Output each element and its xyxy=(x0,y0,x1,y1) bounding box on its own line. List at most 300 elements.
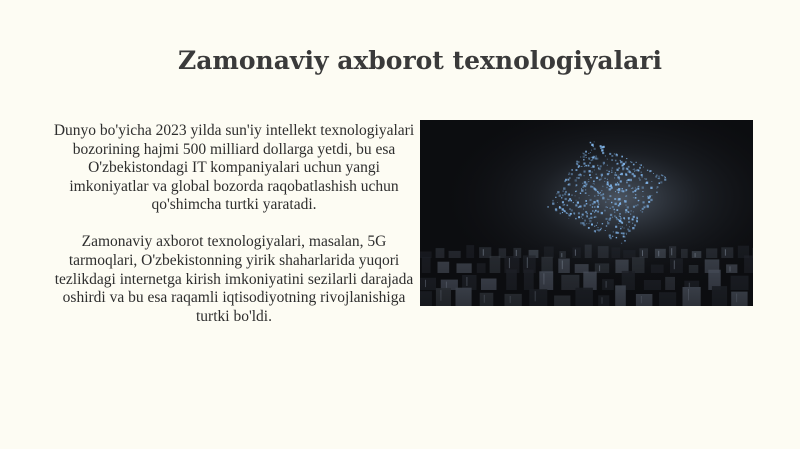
cube-particle xyxy=(584,175,585,176)
cube-particle xyxy=(633,211,634,212)
cube-particle xyxy=(606,206,608,208)
cube-particle xyxy=(605,202,606,203)
cube-particle xyxy=(627,168,628,169)
cube-particle xyxy=(600,165,602,167)
cube-particle xyxy=(559,206,560,207)
cube-particle xyxy=(562,201,564,203)
cube-particle xyxy=(592,159,594,161)
cube-particle xyxy=(569,208,571,210)
cube-particle xyxy=(611,170,612,171)
cube-particle xyxy=(561,197,562,198)
cube-particle xyxy=(623,236,625,238)
cube-particle xyxy=(597,211,599,213)
cube-particle xyxy=(607,179,608,180)
cube-particle xyxy=(626,234,627,235)
cube-particle xyxy=(646,182,648,184)
cube-particle xyxy=(639,179,641,181)
cube-particle xyxy=(575,218,576,219)
cube-particle xyxy=(638,200,639,201)
cube-particle xyxy=(596,174,597,175)
cube-particle xyxy=(603,196,604,197)
cube-particle xyxy=(635,205,637,207)
cube-particle xyxy=(636,218,638,220)
cube-particle xyxy=(626,225,627,226)
cube-particle xyxy=(590,199,592,201)
cube-particle xyxy=(597,202,599,204)
cube-particle xyxy=(628,166,630,168)
cube-particle xyxy=(583,185,585,187)
cube-particle xyxy=(606,187,607,188)
cube-particle xyxy=(601,176,602,177)
cube-particle xyxy=(597,206,599,208)
cube-particle xyxy=(582,218,583,219)
cube-particle xyxy=(665,177,666,178)
cube-particle xyxy=(642,196,643,197)
cube-particle xyxy=(620,218,622,220)
cube-particle xyxy=(576,200,577,201)
cube-particle xyxy=(584,220,586,222)
cube-particle xyxy=(626,205,627,206)
cube-particle xyxy=(603,162,605,164)
cube-particle xyxy=(594,184,595,185)
cube-particle xyxy=(650,199,652,201)
cube-particle xyxy=(620,180,622,182)
cube-particle xyxy=(561,208,562,209)
cube-particle xyxy=(595,231,596,232)
cube-particle xyxy=(614,209,616,211)
cube-particle xyxy=(626,189,628,191)
cube-particle xyxy=(603,164,604,165)
cube-particle xyxy=(563,205,564,206)
cube-particle xyxy=(661,174,663,176)
cube-particle xyxy=(585,189,586,190)
cube-particle xyxy=(609,171,610,172)
cube-particle xyxy=(602,223,603,224)
cube-particle xyxy=(628,221,630,223)
cube-particle xyxy=(645,178,646,179)
cube-particle xyxy=(634,171,635,172)
cube-particle xyxy=(610,214,612,216)
cube-particle xyxy=(604,181,605,182)
text-content xyxy=(52,122,416,326)
cube-particle xyxy=(576,169,578,171)
cube-particle xyxy=(621,232,623,234)
cube-particle xyxy=(588,165,590,167)
cube-particle xyxy=(618,223,619,224)
cube-particle xyxy=(628,171,630,173)
cube-particle xyxy=(633,175,635,177)
cube-particle xyxy=(625,174,627,176)
cube-particle xyxy=(594,217,595,218)
cube-particle xyxy=(609,219,611,221)
cube-particle xyxy=(594,170,595,171)
cube-particle xyxy=(597,229,598,230)
cube-particle xyxy=(588,181,589,182)
cube-particle xyxy=(664,179,666,181)
cube-particle xyxy=(607,165,608,166)
cube-particle xyxy=(579,198,580,199)
cube-particle xyxy=(617,209,619,211)
cube-particle xyxy=(602,152,604,154)
cube-particle xyxy=(633,169,634,170)
cube-particle xyxy=(613,231,614,232)
cube-particle xyxy=(591,157,592,158)
cube-particle xyxy=(568,218,569,219)
cube-particle xyxy=(631,188,632,189)
cube-particle xyxy=(630,214,631,215)
cube-particle xyxy=(582,183,583,184)
cube-particle xyxy=(601,212,603,214)
cube-particle xyxy=(588,179,589,180)
cube-particle xyxy=(560,213,562,215)
cube-particle xyxy=(611,202,612,203)
cube-particle xyxy=(632,227,634,229)
cube-particle xyxy=(604,178,605,179)
cube-particle xyxy=(581,216,582,217)
cube-particle xyxy=(642,191,643,192)
cube-particle xyxy=(578,166,580,168)
cube-particle xyxy=(564,204,566,206)
cube-particle xyxy=(584,205,586,207)
cube-particle xyxy=(590,177,591,178)
cube-particle xyxy=(622,226,623,227)
cube-particle xyxy=(624,218,625,219)
cube-particle xyxy=(625,191,626,192)
cube-particle xyxy=(573,202,574,203)
cube-particle xyxy=(600,145,602,147)
cube-particle xyxy=(601,146,603,148)
cube-particle xyxy=(586,215,588,217)
cube-particle xyxy=(575,191,576,192)
cube-particle xyxy=(597,191,598,192)
cube-particle xyxy=(621,190,623,192)
tech-illustration xyxy=(420,120,753,306)
cube-particle xyxy=(576,161,578,163)
cube-particle xyxy=(569,177,571,179)
cube-particle xyxy=(650,187,652,189)
cube-particle xyxy=(598,204,599,205)
cube-particle xyxy=(579,174,581,176)
cube-particle xyxy=(614,198,616,200)
cube-particle xyxy=(647,196,648,197)
cube-particle xyxy=(552,203,554,205)
cube-particle xyxy=(636,220,638,222)
cube-particle xyxy=(605,156,606,157)
cube-particle xyxy=(649,198,650,199)
cube-particle xyxy=(588,181,589,182)
cube-particle xyxy=(651,195,652,196)
cube-particle xyxy=(651,181,652,182)
cube-particle xyxy=(607,159,608,160)
cube-particle xyxy=(588,227,590,229)
cube-particle xyxy=(637,188,639,190)
cube-particle xyxy=(658,177,660,179)
cube-particle xyxy=(577,163,578,164)
cube-particle xyxy=(606,170,607,171)
cube-particle xyxy=(583,153,585,155)
cube-particle xyxy=(628,217,630,219)
cube-particle xyxy=(598,195,599,196)
cube-particle xyxy=(592,206,593,207)
cube-particle xyxy=(625,209,627,211)
cube-particle xyxy=(618,167,620,169)
cube-particle xyxy=(633,164,635,166)
cube-particle xyxy=(612,217,613,218)
cube-particle xyxy=(614,178,615,179)
cube-particle xyxy=(623,233,625,235)
cube-particle xyxy=(616,237,617,238)
cube-particle xyxy=(575,179,577,181)
cube-particle xyxy=(596,225,597,226)
cube-particle xyxy=(593,181,595,183)
cube-particle xyxy=(594,195,596,197)
cube-particle xyxy=(627,211,628,212)
cube-particle xyxy=(598,229,600,231)
cube-particle xyxy=(584,171,586,173)
cube-particle xyxy=(618,198,620,200)
cube-particle xyxy=(628,179,630,181)
cube-particle xyxy=(615,226,617,228)
cube-particle xyxy=(656,175,657,176)
cube-particle xyxy=(578,177,580,179)
cube-particle xyxy=(563,191,564,192)
cube-particle xyxy=(571,169,573,171)
cube-particle xyxy=(594,148,596,150)
cube-particle xyxy=(563,187,565,189)
cube-particle xyxy=(643,201,645,203)
cube-particle xyxy=(585,165,587,167)
cube-particle xyxy=(604,210,606,212)
cube-particle xyxy=(642,208,644,210)
cube-particle xyxy=(585,154,587,156)
slide-title: Zamonaviy axborot texnologiyalari xyxy=(177,45,662,75)
cube-particle xyxy=(589,162,591,164)
cube-particle xyxy=(610,188,612,190)
cube-particle xyxy=(606,218,608,220)
cube-particle xyxy=(585,151,587,153)
cube-particle xyxy=(642,211,643,212)
cube-particle xyxy=(592,172,593,173)
cube-particle xyxy=(590,152,591,153)
cube-particle xyxy=(615,160,617,162)
cube-particle xyxy=(632,191,634,193)
cube-particle xyxy=(617,169,619,171)
cube-particle xyxy=(617,189,618,190)
cube-particle xyxy=(627,229,629,231)
cube-particle xyxy=(614,174,616,176)
cube-particle xyxy=(647,205,649,207)
cube-particle xyxy=(624,200,626,202)
cube-particle xyxy=(595,210,596,211)
cube-particle xyxy=(633,216,635,218)
cube-particle xyxy=(556,193,557,194)
cube-particle xyxy=(625,163,626,164)
cube-particle xyxy=(606,225,607,226)
cube-particle xyxy=(590,213,592,215)
cube-particle xyxy=(583,224,585,226)
cube-particle xyxy=(615,203,617,205)
cube-particle xyxy=(589,220,591,222)
cube-particle xyxy=(626,180,628,182)
cube-particle xyxy=(589,159,590,160)
cube-particle xyxy=(586,223,587,224)
cube-particle xyxy=(582,153,583,154)
cube-particle xyxy=(593,183,594,184)
cube-particle xyxy=(657,186,659,188)
cube-particle xyxy=(592,165,594,167)
cube-particle xyxy=(628,211,630,213)
cube-particle xyxy=(592,157,594,159)
cube-particle xyxy=(608,185,609,186)
cube-particle xyxy=(566,212,567,213)
cube-particle xyxy=(562,194,564,196)
cube-particle xyxy=(591,167,592,168)
cube-particle xyxy=(615,191,616,192)
cube-particle xyxy=(610,208,611,209)
cube-particle xyxy=(642,176,643,177)
cube-particle xyxy=(656,192,658,194)
cube-particle xyxy=(620,161,622,163)
cube-particle xyxy=(626,182,628,184)
cube-particle xyxy=(618,220,620,222)
cube-particle xyxy=(607,221,608,222)
cube-particle xyxy=(619,216,620,217)
cube-particle xyxy=(595,157,597,159)
cube-particle xyxy=(594,206,595,207)
cube-particle xyxy=(617,184,619,186)
cube-particle xyxy=(639,164,640,165)
cube-particle xyxy=(609,235,611,237)
cube-particle xyxy=(607,207,608,208)
cube-particle xyxy=(622,168,624,170)
cube-particle xyxy=(584,181,586,183)
cube-particle xyxy=(602,197,604,199)
cube-particle xyxy=(547,206,549,208)
cube-particle xyxy=(603,194,604,195)
cube-particle xyxy=(580,205,582,207)
digital-cube-city-image xyxy=(420,120,753,306)
cube-particle xyxy=(624,228,625,229)
paragraph-5g-networks: Zamonaviy axborot texnologiyalari, masalan, 5G tarmoqlari, O'zbekistonning yirik shaharlarida yuqori tezlikdagi internetga kirish imkoniyatini sezilarli darajada oshirdi va bu esa raqamli iqtisodiyotning rivojlanishiga turtki bo'ldi. xyxy=(54,233,414,325)
cube-particle xyxy=(557,202,558,203)
cube-particle xyxy=(585,211,587,213)
cube-particle xyxy=(565,191,567,193)
cube-particle xyxy=(634,224,636,226)
cube-particle xyxy=(591,224,593,226)
cube-particle xyxy=(609,153,611,155)
cube-particle xyxy=(597,222,598,223)
cube-particle xyxy=(555,209,557,211)
cube-particle xyxy=(607,199,608,200)
cube-particle xyxy=(619,177,621,179)
cube-particle xyxy=(616,154,618,156)
cube-particle xyxy=(626,158,627,159)
cube-particle xyxy=(600,193,601,194)
cube-particle xyxy=(635,197,637,199)
cube-particle xyxy=(601,179,602,180)
cube-particle xyxy=(625,161,626,162)
cube-particle xyxy=(580,157,581,158)
cube-particle xyxy=(597,165,598,166)
cube-particle xyxy=(598,227,599,228)
paragraph-ai-market: Dunyo bo'yicha 2023 yilda sun'iy intellekt texnologiyalari bozorining hajmi 500 milliard dollarga yetdi, bu esa O'zbekistondagi IT kompaniyalari uchun yangi imkoniyatlar va global bozorda raqobatlashish uchun qo'shimcha turtki yaratadi. xyxy=(53,122,415,214)
cube-particle xyxy=(616,217,617,218)
cube-particle xyxy=(581,166,582,167)
cube-particle xyxy=(565,198,567,200)
cube-particle xyxy=(590,217,592,219)
cube-particle xyxy=(591,144,593,146)
cube-particle xyxy=(621,156,623,158)
cube-particle xyxy=(620,216,621,217)
cube-particle xyxy=(634,190,636,192)
cube-particle xyxy=(635,170,637,172)
cube-particle xyxy=(583,159,585,161)
cube-particle xyxy=(568,194,570,196)
cube-particle xyxy=(656,188,657,189)
cube-particle xyxy=(581,189,583,191)
cube-particle xyxy=(576,177,578,179)
cube-particle xyxy=(639,167,641,169)
cube-particle xyxy=(607,181,609,183)
cube-particle xyxy=(592,210,593,211)
cube-particle xyxy=(602,186,603,187)
cube-particle xyxy=(578,212,580,214)
cube-particle xyxy=(594,212,595,213)
cube-particle xyxy=(562,212,563,213)
cube-particle xyxy=(598,168,600,170)
cube-particle xyxy=(609,195,611,197)
cube-particle xyxy=(596,156,597,157)
cube-particle xyxy=(615,184,617,186)
cube-particle xyxy=(629,226,630,227)
cube-particle xyxy=(659,182,661,184)
cube-particle xyxy=(643,167,644,168)
cube-particle xyxy=(618,188,620,190)
cube-particle xyxy=(604,146,605,147)
cube-particle xyxy=(585,200,587,202)
cube-particle xyxy=(576,184,578,186)
cube-particle xyxy=(633,197,634,198)
cube-particle xyxy=(597,200,599,202)
cube-particle xyxy=(581,188,582,189)
cube-particle xyxy=(609,199,610,200)
cube-particle xyxy=(591,150,592,151)
cube-particle xyxy=(644,178,645,179)
cube-particle xyxy=(627,206,629,208)
cube-particle xyxy=(612,236,613,237)
cube-particle xyxy=(584,166,585,167)
cube-particle xyxy=(641,174,643,176)
cube-particle xyxy=(577,202,579,204)
cube-particle xyxy=(575,204,577,206)
cube-particle xyxy=(589,223,590,224)
cube-particle xyxy=(572,195,573,196)
cube-particle xyxy=(580,222,582,224)
cube-particle xyxy=(617,182,618,183)
cube-particle xyxy=(578,165,579,166)
cube-particle xyxy=(588,153,589,154)
cube-particle xyxy=(580,193,581,194)
cube-particle xyxy=(614,212,615,213)
cube-particle xyxy=(638,186,639,187)
cube-particle xyxy=(622,165,624,167)
cube-particle xyxy=(619,213,621,215)
cube-particle xyxy=(610,185,612,187)
cube-particle xyxy=(633,206,635,208)
cube-particle xyxy=(612,206,614,208)
cube-particle xyxy=(632,218,634,220)
cube-particle xyxy=(614,215,616,217)
